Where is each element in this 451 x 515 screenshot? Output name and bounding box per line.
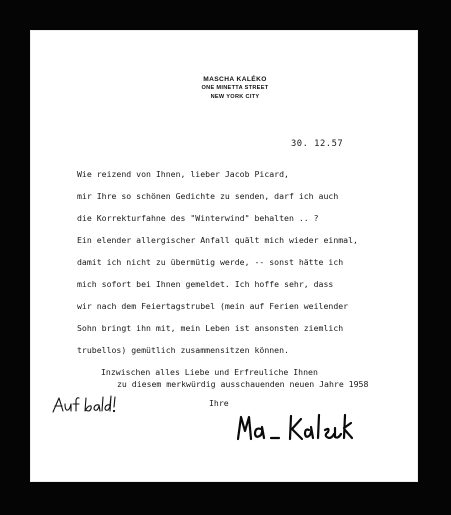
letterhead-name: MASCHA KALÉKO xyxy=(203,76,267,83)
letter-line: wir nach dem Feiertagstrubel (mein auf Ferien weilender xyxy=(77,301,349,311)
letter-closing: Ihre xyxy=(209,398,229,408)
letter-line: Sohn bringt ihn mit, mein Leben ist ansonsten ziemlich xyxy=(77,323,344,333)
letter-line: mich sofort bei Ihnen gemeldet. Ich hoffe sehr, dass xyxy=(77,279,334,289)
letter-line: trubellos) gemütlich zusammensitzen können. xyxy=(77,345,289,355)
signature xyxy=(235,411,355,443)
letter-line: die Korrekturfahne des "Winterwind" behalten .. ? xyxy=(77,213,319,223)
letterhead-street: ONE MINETTA STREET xyxy=(201,85,269,91)
letter-sheet xyxy=(30,30,418,482)
letter-date: 30. 12.57 xyxy=(291,139,344,149)
letter-line: damit ich nicht zu übermütig werde, -- sonst hätte ich xyxy=(77,257,344,267)
letterhead-city: NEW YORK CITY xyxy=(210,94,260,100)
handwritten-note xyxy=(50,394,120,418)
letter-line: mir Ihre so schönen Gedichte zu senden, darf ich auch xyxy=(77,191,339,201)
letterhead xyxy=(180,75,290,102)
letter-line: zu diesem merkwürdig ausschauenden neuen Jahre 1958 xyxy=(117,379,369,389)
letter-line: Wie reizend von Ihnen, lieber Jacob Picard, xyxy=(77,169,289,179)
letter-line: Inzwischen alles Liebe und Erfreuliche Ihnen xyxy=(101,367,318,377)
letter-line: Ein elender allergischer Anfall quält mich wieder einmal, xyxy=(77,235,358,245)
